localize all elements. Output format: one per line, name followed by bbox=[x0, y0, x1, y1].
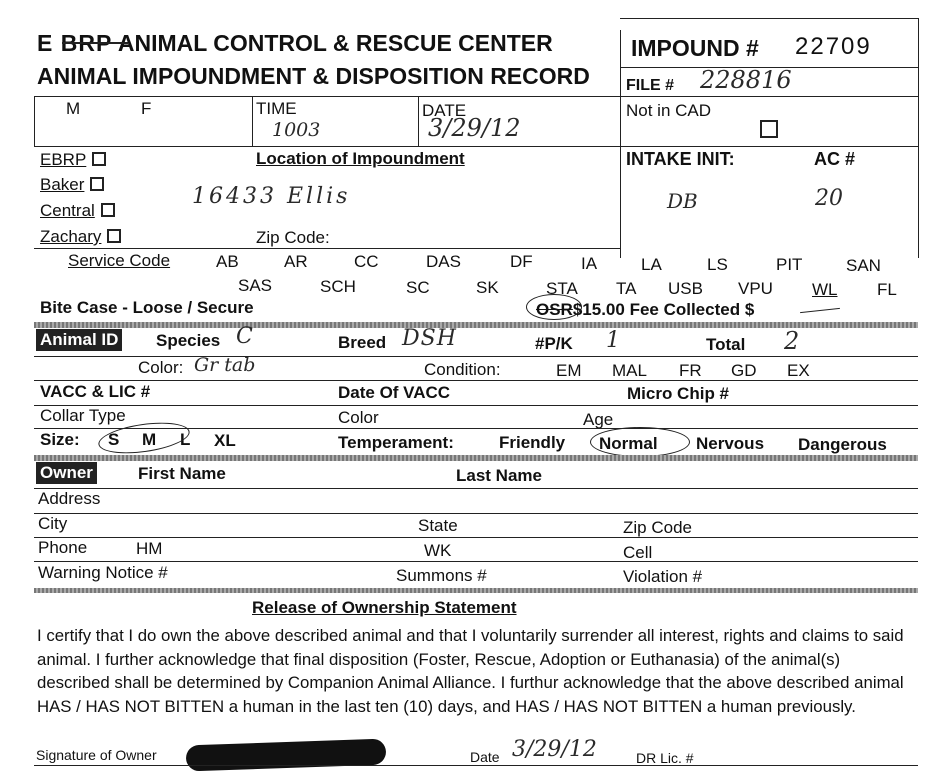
fee-dash-mark bbox=[800, 308, 840, 313]
temperament-normal[interactable]: Normal bbox=[599, 434, 658, 453]
code-ar[interactable]: AR bbox=[284, 252, 308, 271]
zip-label: Zip Code bbox=[623, 518, 692, 537]
ac-label: AC # bbox=[814, 149, 856, 169]
microchip-label: Micro Chip # bbox=[627, 384, 730, 403]
condition-mal[interactable]: MAL bbox=[612, 361, 647, 380]
phone-label: Phone bbox=[38, 538, 88, 557]
frame-right-line bbox=[918, 18, 919, 258]
breed-label: Breed bbox=[338, 333, 387, 352]
release-title: Release of Ownership Statement bbox=[252, 598, 517, 617]
strike-mark bbox=[62, 42, 128, 44]
animal-row1-line bbox=[34, 356, 918, 357]
condition-fr[interactable]: FR bbox=[679, 361, 702, 380]
size-m[interactable]: M bbox=[142, 430, 157, 449]
signature-redaction bbox=[186, 739, 387, 772]
release-date-value: 3/29/12 bbox=[512, 737, 597, 762]
osr-label: OSR bbox=[536, 300, 573, 319]
code-ls[interactable]: LS bbox=[707, 255, 728, 274]
hm-label: HM bbox=[136, 539, 163, 558]
location-value: 16433 Ellis bbox=[192, 184, 351, 209]
temperament-nervous[interactable]: Nervous bbox=[696, 434, 765, 453]
ebrp-checkbox[interactable] bbox=[92, 152, 106, 166]
size-l[interactable]: L bbox=[180, 430, 191, 449]
condition-label: Condition: bbox=[424, 360, 501, 379]
code-usb[interactable]: USB bbox=[668, 279, 703, 298]
breed-value: DSH bbox=[402, 326, 457, 351]
frame-top-line bbox=[620, 18, 918, 19]
date-value: 3/29/12 bbox=[428, 114, 521, 142]
owner-chip: Owner bbox=[36, 462, 97, 484]
central-checkbox[interactable] bbox=[101, 203, 115, 217]
intake-init-value: DB bbox=[667, 189, 698, 213]
jurisdiction-central[interactable]: Central bbox=[40, 201, 115, 221]
owner-row1-line bbox=[34, 488, 918, 489]
code-sc[interactable]: SC bbox=[406, 278, 430, 297]
vacc-label: VACC & LIC # bbox=[40, 382, 151, 401]
state-label: State bbox=[418, 516, 458, 535]
m-label: M bbox=[66, 99, 81, 118]
org-ebrp: E BRP bbox=[37, 30, 113, 56]
animal-row3-line bbox=[34, 405, 918, 406]
color-label: Color: bbox=[138, 358, 184, 377]
wk-label: WK bbox=[424, 541, 452, 560]
file-label: FILE # bbox=[626, 77, 675, 94]
not-in-cad-checkbox[interactable] bbox=[760, 120, 778, 138]
code-ta[interactable]: TA bbox=[616, 279, 637, 298]
zachary-checkbox[interactable] bbox=[107, 229, 121, 243]
service-code-label: Service Code bbox=[68, 251, 171, 270]
date-divider bbox=[418, 96, 419, 146]
code-sta[interactable]: STA bbox=[546, 279, 578, 298]
code-ab[interactable]: AB bbox=[216, 252, 239, 271]
baker-checkbox[interactable] bbox=[90, 177, 104, 191]
impound-label: IMPOUND # bbox=[631, 35, 759, 61]
cell-label: Cell bbox=[623, 543, 653, 562]
owner-row2-line bbox=[34, 513, 918, 514]
owner-row4-line bbox=[34, 561, 918, 562]
code-sch[interactable]: SCH bbox=[320, 277, 356, 296]
normal-circle-mark bbox=[590, 427, 690, 457]
code-pit[interactable]: PIT bbox=[776, 255, 803, 274]
not-in-cad-label: Not in CAD bbox=[626, 101, 712, 120]
size-s[interactable]: S bbox=[108, 430, 120, 449]
code-wl[interactable]: WL bbox=[812, 280, 838, 299]
code-vpu[interactable]: VPU bbox=[738, 279, 773, 298]
color-value: Gr tab bbox=[194, 354, 256, 376]
osr-circle-mark bbox=[526, 294, 582, 320]
owner-row3-line bbox=[34, 537, 918, 538]
release-statement: I certify that I do own the above described animal and that I voluntarily surrender all interest, rights and claims to said animal. I further acknowledge that final disposition (Foster, Rescue, Adoption or Euthanasia) of the animal(s) described shall be determined by Companion Animal Alliance. I furthur acknowledge that the above described animal HAS / HAS NOT BITTEN a human in the last ten (10) days, and HAS / HAS NOT BITTEN a human previously. bbox=[37, 626, 904, 716]
zip-code-label: Zip Code: bbox=[256, 228, 330, 247]
dr-lic-label: DR Lic. # bbox=[636, 750, 694, 766]
vacc-date-label: Date Of VACC bbox=[338, 383, 451, 402]
total-label: Total bbox=[706, 335, 746, 354]
temperament-dangerous[interactable]: Dangerous bbox=[798, 435, 887, 454]
impound-number: 22709 bbox=[795, 33, 872, 60]
address-label: Address bbox=[38, 489, 101, 508]
date-label: DATE bbox=[422, 101, 467, 120]
summons-label: Summons # bbox=[396, 566, 487, 585]
f-label: F bbox=[141, 99, 152, 118]
code-sas[interactable]: SAS bbox=[238, 276, 273, 295]
time-label: TIME bbox=[256, 99, 297, 118]
species-value: C bbox=[236, 324, 253, 349]
file-number: 228816 bbox=[700, 66, 792, 94]
row2-top-line bbox=[34, 146, 918, 147]
condition-em[interactable]: EM bbox=[556, 361, 582, 380]
animal-row2-line bbox=[34, 380, 918, 381]
record-title: ANIMAL IMPOUNDMENT & DISPOSITION RECORD bbox=[37, 63, 590, 89]
code-sk[interactable]: SK bbox=[476, 278, 499, 297]
condition-ex[interactable]: EX bbox=[787, 361, 810, 380]
first-name-label: First Name bbox=[138, 464, 226, 483]
age-label: Age bbox=[583, 410, 614, 429]
fee-label: $15.00 Fee Collected $ bbox=[572, 300, 755, 319]
bite-case-label: Bite Case - Loose / Secure bbox=[40, 298, 254, 317]
animal-id-chip: Animal ID bbox=[36, 329, 122, 351]
warning-notice-label: Warning Notice # bbox=[38, 563, 168, 582]
jurisdiction-ebrp[interactable]: EBRP bbox=[40, 150, 106, 170]
temperament-label: Temperament: bbox=[338, 433, 454, 452]
signature-line bbox=[34, 765, 918, 766]
collar-type-label: Collar Type bbox=[40, 406, 126, 425]
size-xl[interactable]: XL bbox=[214, 431, 236, 450]
collar-color-label: Color bbox=[338, 408, 379, 427]
code-ia[interactable]: IA bbox=[581, 254, 598, 273]
violation-label: Violation # bbox=[623, 567, 703, 586]
time-value: 1003 bbox=[272, 119, 321, 141]
org-name: ANIMAL CONTROL & RESCUE CENTER bbox=[117, 30, 553, 56]
signature-label: Signature of Owner bbox=[36, 747, 157, 763]
intake-init-label: INTAKE INIT: bbox=[626, 149, 735, 169]
code-san[interactable]: SAN bbox=[846, 256, 881, 275]
jurisdiction-baker[interactable]: Baker bbox=[40, 175, 104, 195]
total-value: 2 bbox=[784, 327, 800, 355]
location-label: Location of Impoundment bbox=[256, 149, 465, 168]
size-label: Size: bbox=[40, 430, 80, 449]
city-label: City bbox=[38, 514, 68, 533]
jurisdiction-zachary[interactable]: Zachary bbox=[40, 227, 121, 247]
pk-value: 1 bbox=[606, 328, 620, 353]
code-fl[interactable]: FL bbox=[877, 280, 897, 299]
species-label: Species bbox=[156, 331, 221, 350]
condition-gd[interactable]: GD bbox=[731, 361, 757, 380]
row1-top-line bbox=[34, 96, 918, 97]
box-bottom-line bbox=[34, 248, 620, 249]
temperament-friendly[interactable]: Friendly bbox=[499, 433, 566, 452]
ac-value: 20 bbox=[815, 186, 843, 211]
code-cc[interactable]: CC bbox=[354, 252, 379, 271]
code-df[interactable]: DF bbox=[510, 252, 533, 271]
frame-left-line bbox=[34, 96, 35, 146]
code-das[interactable]: DAS bbox=[426, 252, 461, 271]
pk-label: #P/K bbox=[535, 334, 573, 353]
owner-section-bar bbox=[34, 455, 918, 461]
frame-mid-line bbox=[620, 30, 621, 258]
last-name-label: Last Name bbox=[456, 466, 542, 485]
time-divider bbox=[252, 96, 253, 146]
code-la[interactable]: LA bbox=[641, 255, 662, 274]
release-date-label: Date bbox=[470, 749, 500, 765]
release-section-bar bbox=[34, 588, 918, 593]
